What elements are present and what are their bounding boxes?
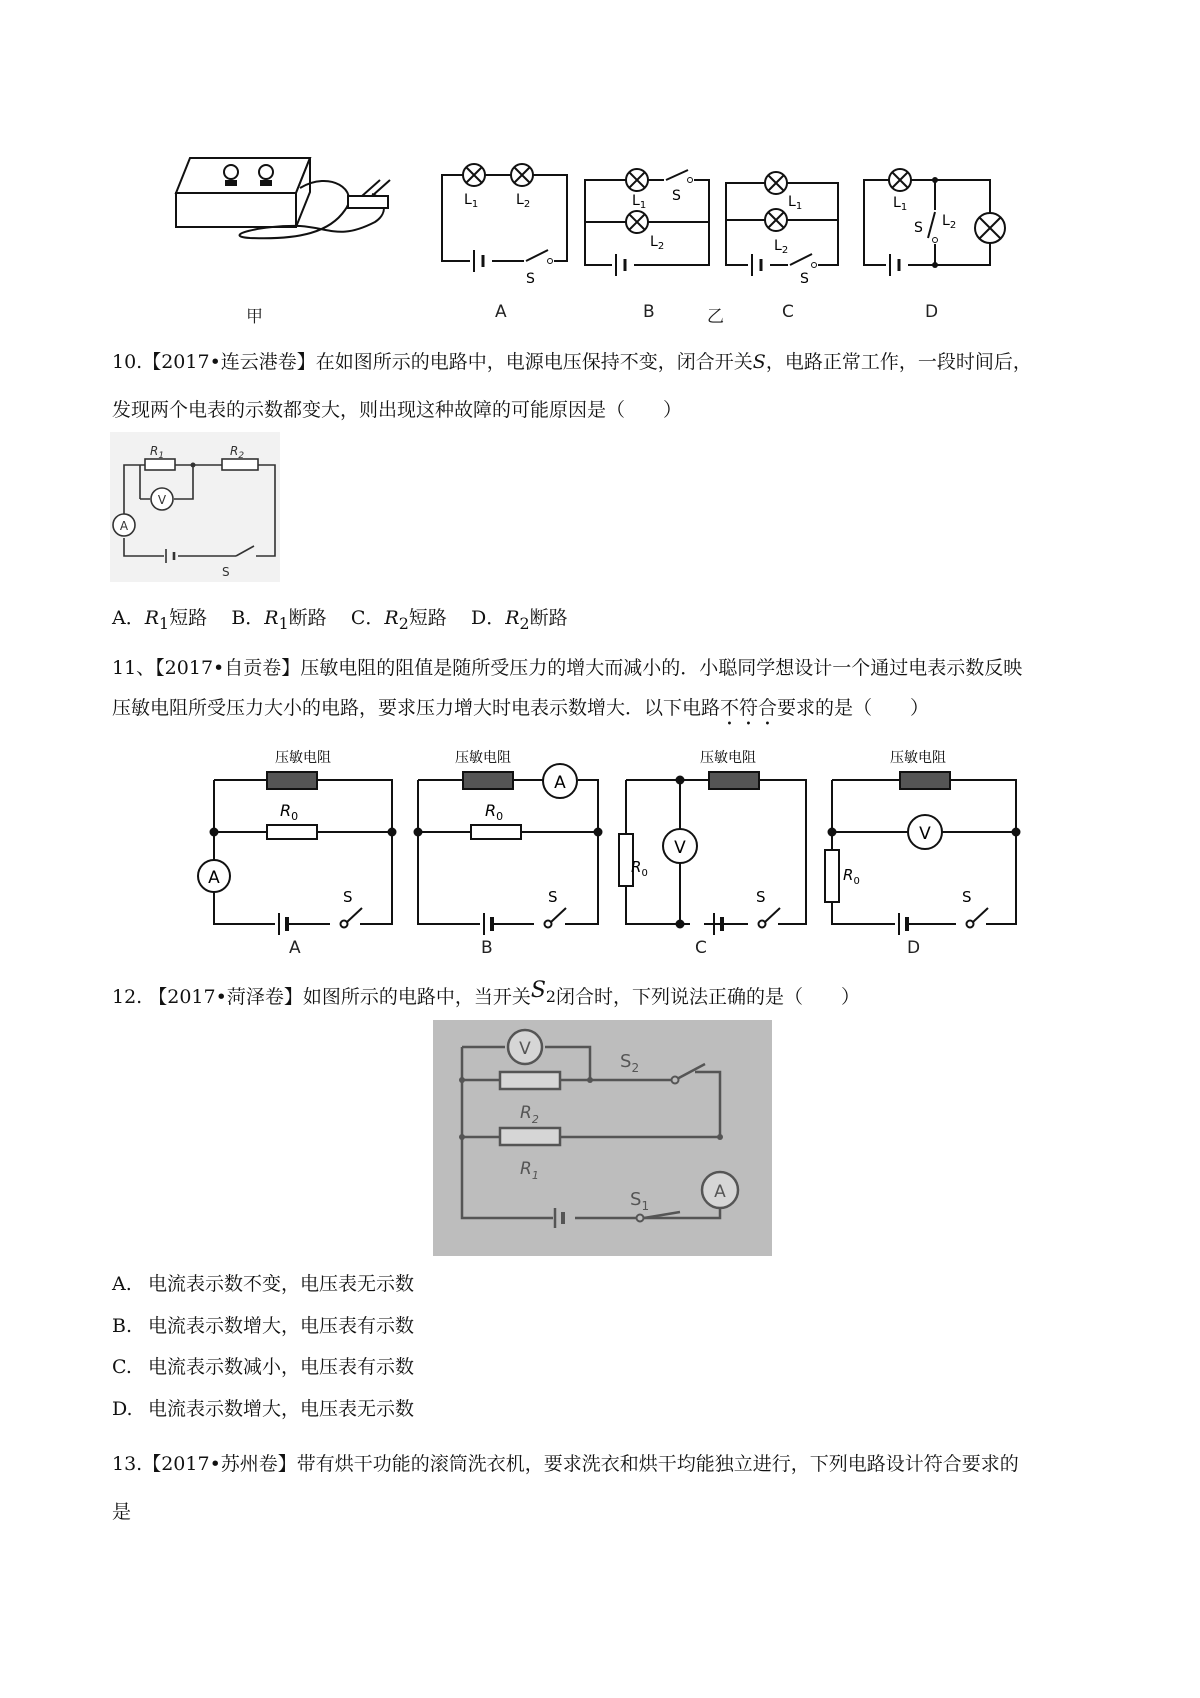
q11-line1: 11、【2017•自贡卷】压敏电阻的阻值是随所受压力的增大而减小的．小聪同学想设计一个通过电表示数反映 [112,657,1023,679]
svg-text:A: A [554,773,566,793]
voltmeter-icon [508,1030,542,1064]
svg-text:V: V [519,1039,531,1059]
svg-text:R2: $R_2$ [520,1103,539,1126]
svg-text:S: S [800,271,809,287]
svg-text:R0: $R_0$ [280,801,299,823]
svg-text:L2: $L_2$ [774,238,789,256]
svg-text:R1: $R_1$ [520,1159,539,1182]
svg-text:S: S [672,188,681,204]
q11-label-c: C [695,938,707,958]
svg-text:S: S [756,888,766,906]
q11-line2: 压敏电阻所受压力大小的电路，要求压力增大时电表示数增大．以下电路不符合要求的是（ ） [112,697,930,719]
svg-text:A: A [714,1182,726,1202]
q12-stem: 12. 【2017•菏泽卷】如图所示的电路中，当开关$S_2$闭合时，下列说法正确的是（ ） [112,978,860,1008]
svg-text:压敏电阻: 压敏电阻 [700,750,756,766]
q11-label-d: D [907,938,921,958]
svg-text:L2: $L_2$ [516,192,531,210]
svg-text:V: V [157,493,167,507]
fig9-label-a: A [495,302,507,322]
svg-text:S: S [914,220,923,236]
svg-text:R0: $R_0$ [631,858,648,879]
fig9-label-jia: 甲 [246,307,263,327]
svg-text:L1: $L_1$ [788,194,803,212]
svg-text:R1: $R_1$ [150,444,165,461]
q13-line1: 13.【2017•苏州卷】带有烘干功能的滚筒洗衣机，要求洗衣和烘干均能独立进行，下列电路设计符合要求的 [112,1453,1019,1475]
q10-options: A．$R_1$短路 B．$R_1$断路 C．$R_2$短路 D．$R_2$断路 [112,607,568,633]
svg-text:R0: $R_0$ [843,866,860,887]
svg-text:S: S [526,271,535,287]
svg-text:L1: $L_1$ [464,192,479,210]
svg-text:A: A [208,868,220,888]
svg-text:L2: $L_2$ [942,213,957,231]
svg-text:S: S [343,888,353,906]
q12-option-a: A. 电流表示数不变，电压表无示数 [112,1273,415,1295]
svg-text:L1: $L_1$ [632,193,647,211]
fig9-label-c: C [782,302,794,322]
q12-option-b: B. 电流表示数增大，电压表有示数 [112,1315,415,1337]
svg-text:压敏电阻: 压敏电阻 [275,750,331,766]
svg-text:L2: $L_2$ [650,234,665,252]
svg-text:S2: $S_2$ [620,1051,640,1075]
svg-text:压敏电阻: 压敏电阻 [455,750,511,766]
q12-option-d: D. 电流表示数增大，电压表无示数 [112,1398,415,1420]
q10-line1: 10.【2017•连云港卷】在如图所示的电路中，电源电压保持不变，闭合开关S，电路正常工作，一段时间后， [112,351,1032,373]
q11-label-a: A [289,938,301,958]
fig9-label-b: B [643,302,655,322]
svg-text:V: V [919,824,931,844]
svg-text:R2: $R_2$ [230,444,245,461]
q12-option-c: C. 电流表示数减小，电压表有示数 [112,1356,415,1378]
svg-text:S: S [222,565,230,579]
svg-text:S: S [962,888,972,906]
svg-text:A: A [119,519,129,533]
q10-line2: 发现两个电表的示数都变大，则出现这种故障的可能原因是（ ） [112,399,683,421]
svg-text:压敏电阻: 压敏电阻 [890,750,946,766]
svg-text:L1: $L_1$ [893,195,908,213]
q11-label-b: B [481,938,493,958]
fig9-label-d: D [925,302,939,322]
fig9-label-yi: 乙 [707,307,724,327]
q13-line2: 是 [112,1501,132,1523]
svg-text:S: S [548,888,558,906]
svg-text:S1: $S_1$ [630,1189,650,1213]
svg-text:R0: $R_0$ [485,801,504,823]
svg-text:V: V [674,838,686,858]
ammeter-icon [702,1172,738,1208]
